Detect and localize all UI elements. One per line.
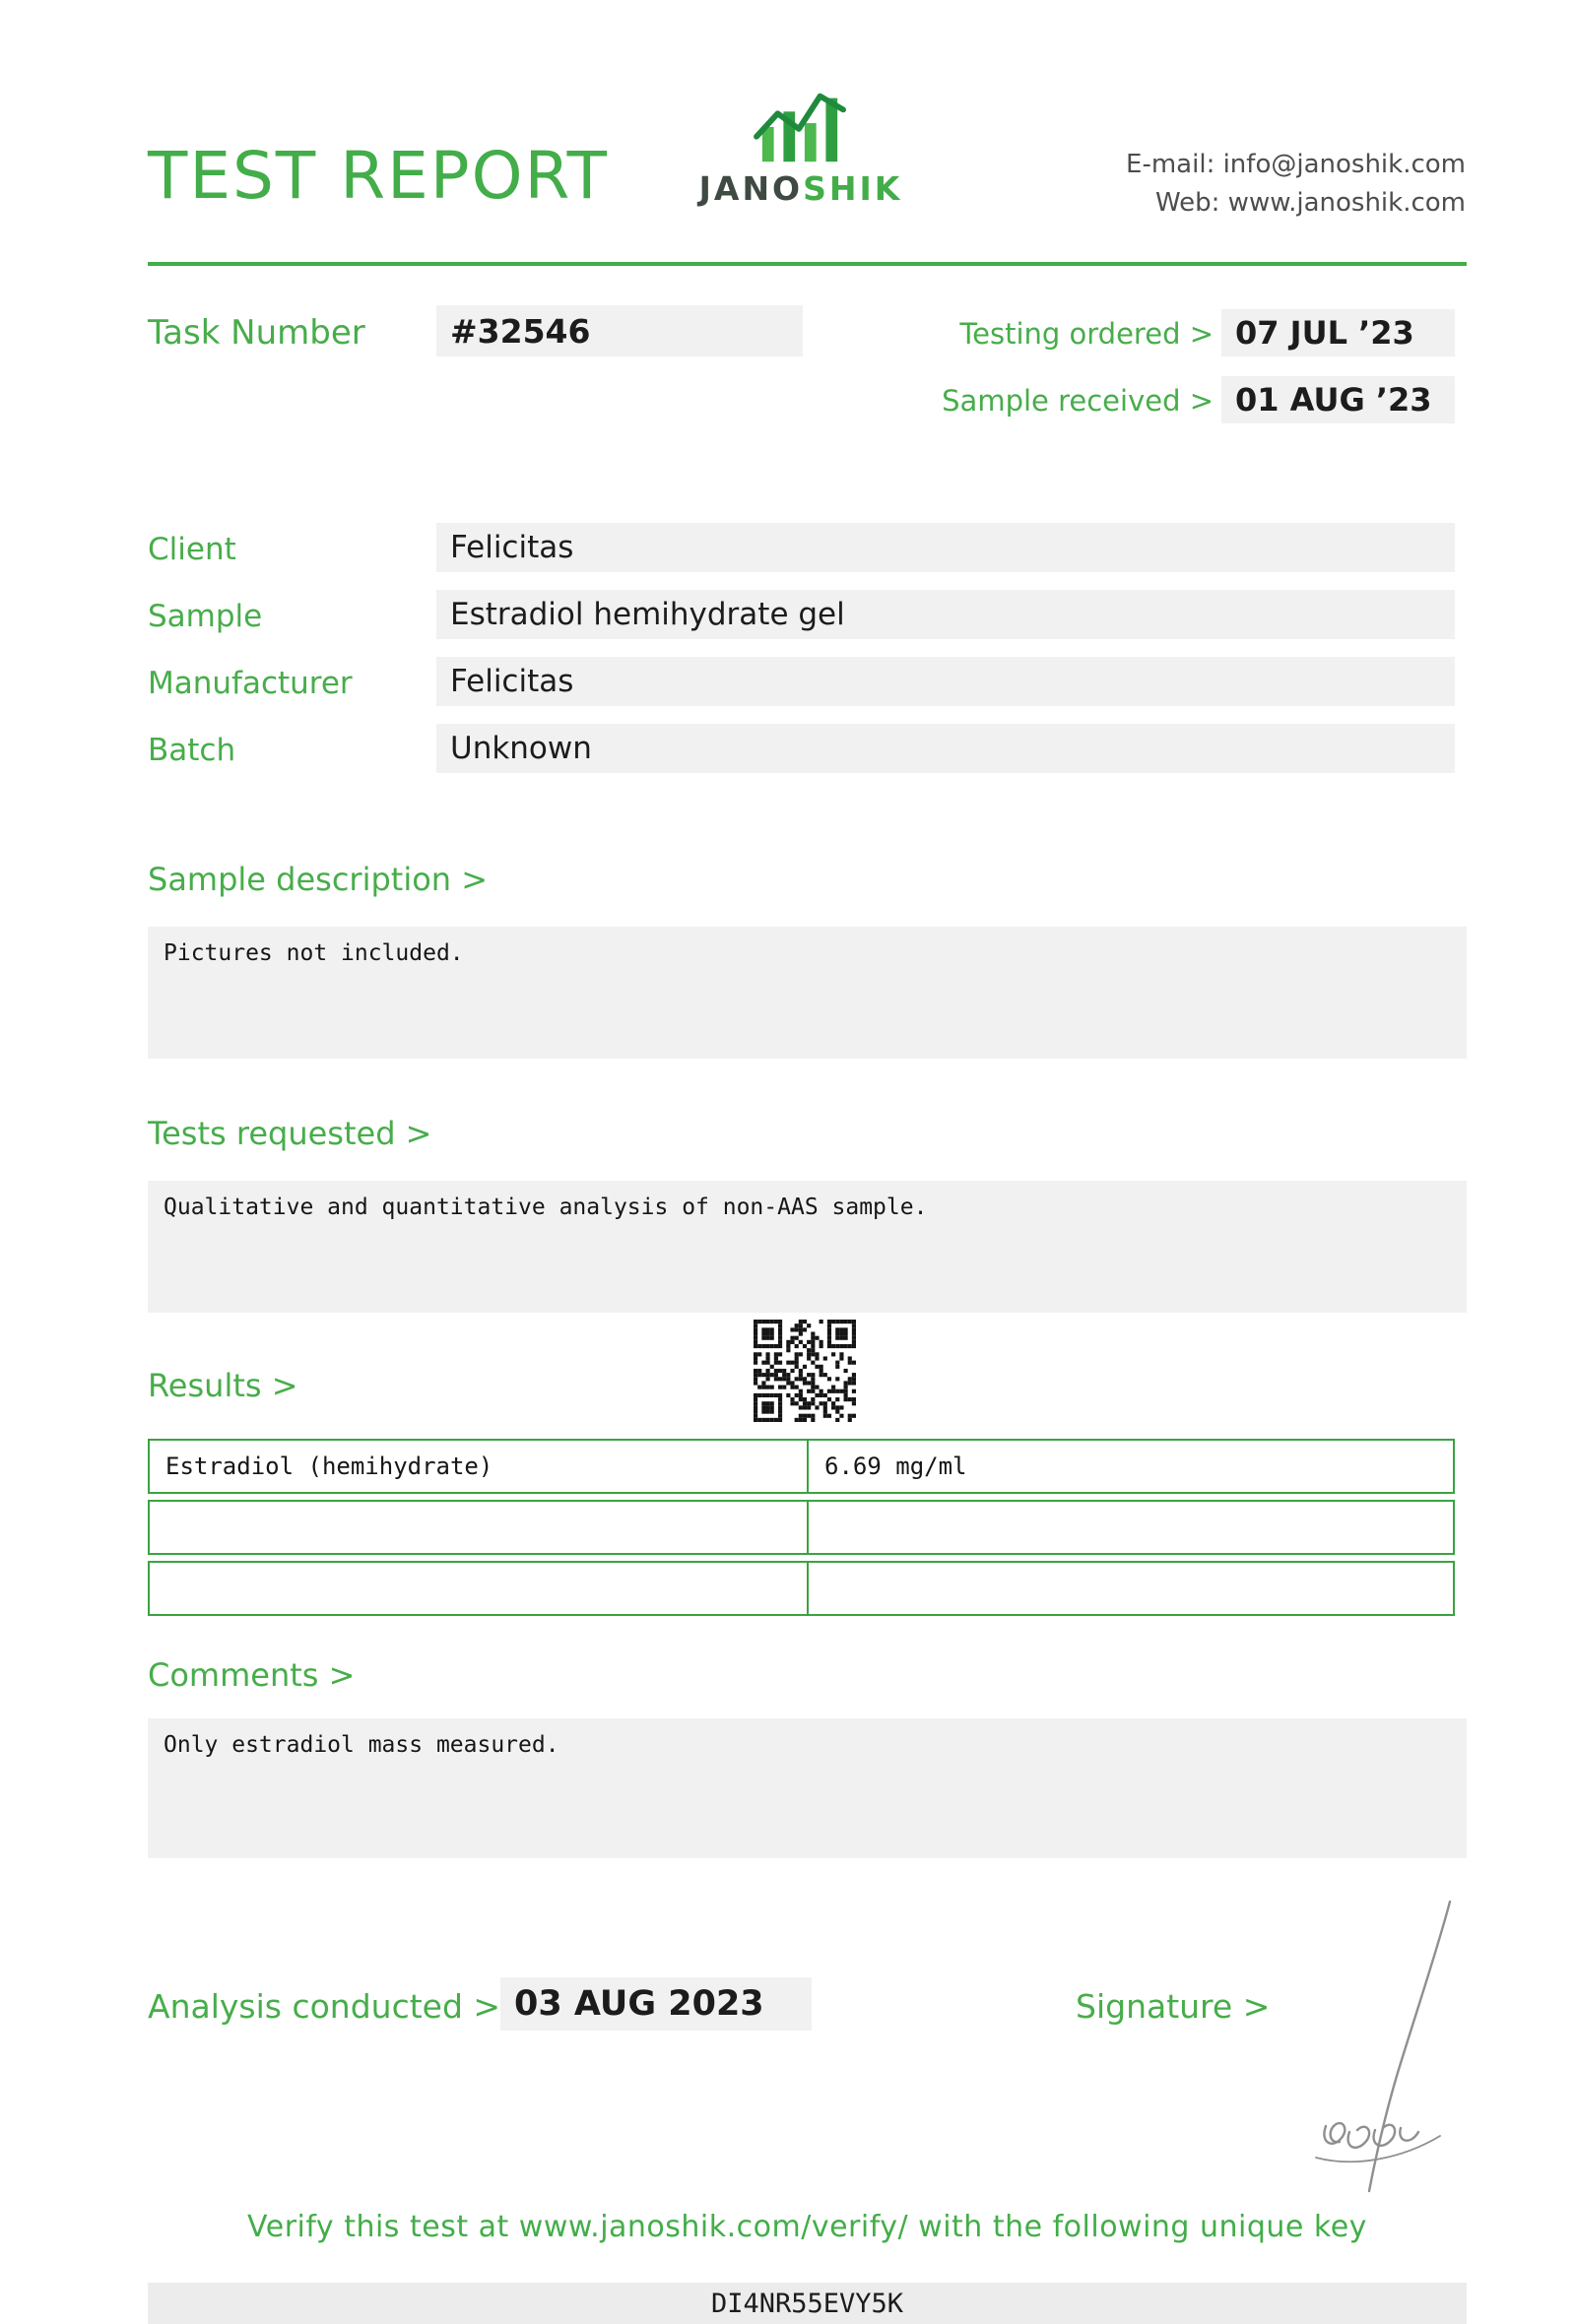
table-row [148,1439,1455,1494]
manufacturer-label: Manufacturer [148,666,353,701]
logo-text-shik: SHIK [803,169,903,208]
testing-ordered-label: Testing ordered > [959,317,1214,351]
analyte-cell [150,1502,809,1553]
batch-label: Batch [148,733,236,768]
sample-description-heading: Sample description > [148,861,489,898]
handwritten-signature-icon [1290,1896,1468,2201]
unique-key-bar: DI4NR55EVY5K [148,2283,1467,2324]
qr-code-icon [754,1320,856,1422]
logo-wordmark [678,169,924,208]
analysis-conducted-value: 03 AUG 2023 [500,1977,812,2031]
sample-received-value: 01 AUG ’23 [1221,376,1455,423]
task-number-value: #32546 [436,305,803,356]
bar-chart-logo-icon [751,81,851,169]
logo-text-jano: JANO [698,169,804,208]
manufacturer-value: Felicitas [436,657,1455,706]
client-value: Felicitas [436,523,1455,572]
sample-value: Estradiol hemihydrate gel [436,590,1455,639]
sample-label: Sample [148,599,263,634]
tests-requested-heading: Tests requested > [148,1115,432,1152]
analysis-conducted-label: Analysis conducted > [148,1987,501,2026]
header-divider [148,262,1467,266]
table-row [148,1561,1455,1616]
batch-value: Unknown [436,724,1455,773]
result-cell [809,1502,1453,1553]
result-cell [809,1563,1453,1614]
verify-instruction: Verify this test at www.janoshik.com/verify/ with the following unique key [247,2210,1367,2244]
result-cell: 6.69 mg/ml [824,1452,967,1480]
results-heading: Results > [148,1367,298,1404]
task-number-label: Task Number [148,313,365,353]
comments-heading: Comments > [148,1656,356,1694]
comments-text: Only estradiol mass measured. [148,1718,1467,1858]
testing-ordered-value: 07 JUL ’23 [1221,309,1455,356]
sample-received-label: Sample received > [942,384,1214,418]
signature-label: Signature > [1076,1987,1271,2026]
analyte-cell [150,1563,809,1614]
contact-info [1126,146,1466,223]
analyte-cell: Estradiol (hemihydrate) [150,1441,809,1492]
sample-description-text: Pictures not included. [148,927,1467,1059]
client-label: Client [148,532,236,567]
web-line: Web: www.janoshik.com [1154,188,1466,218]
table-row [148,1500,1455,1555]
page-title: TEST REPORT [148,138,609,214]
results-table [148,1439,1455,1622]
email-line: E-mail: info@janoshik.com [1126,150,1466,179]
tests-requested-text: Qualitative and quantitative analysis of non-AAS sample. [148,1181,1467,1313]
janoshik-logo [678,81,924,208]
